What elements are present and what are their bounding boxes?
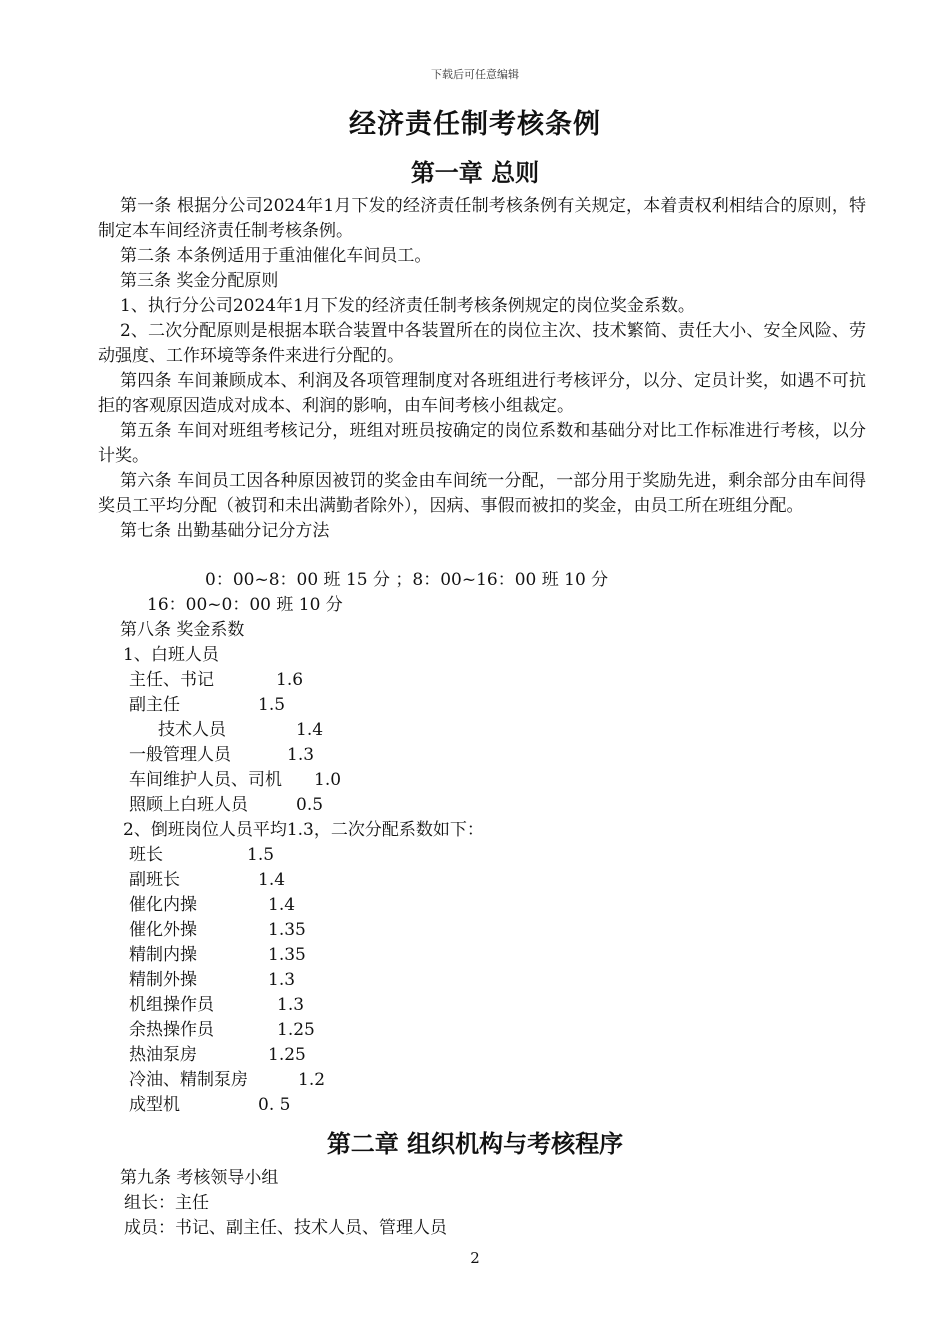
day-coef-2: 1.4 <box>296 720 324 740</box>
day-role-0: 主任、书记 <box>129 670 214 690</box>
article-7: 第七条 出勤基础分记分方法 <box>120 521 330 541</box>
shift-line-1: 0：00~8：00 班 15 分 ；8：00~16：00 班 10 分 <box>205 570 609 590</box>
rot-role-4: 精制内操 <box>129 945 197 965</box>
chapter-2-heading: 第二章 组织机构与考核程序 <box>326 1129 624 1158</box>
page-number: 2 <box>470 1249 480 1267</box>
rot-coef-1: 1.4 <box>258 870 286 890</box>
article-9: 第九条 考核领导小组 <box>120 1168 279 1188</box>
day-role-4: 车间维护人员、司机 <box>129 770 282 790</box>
shift-line-2: 16：00~0：00 班 10 分 <box>147 595 343 615</box>
article-6: 第六条 车间员工因各种原因被罚的奖金由车间统一分配，一部分用于奖励先进，剩余部分由车间得奖员工平均分配（被罚和未出满勤者除外），因病、事假而被扣的奖金，由员工所在班组分配。 <box>98 471 866 516</box>
day-coef-5: 0.5 <box>296 795 324 815</box>
group-members: 成员：书记、副主任、技术人员、管理人员 <box>124 1218 447 1238</box>
article-5: 第五条 车间对班组考核记分，班组对班员按确定的岗位系数和基础分对比工作标准进行考核，以分计奖。 <box>98 421 866 466</box>
day-role-2: 技术人员 <box>158 720 226 740</box>
rot-coef-7: 1.25 <box>277 1020 315 1040</box>
rot-role-6: 机组操作员 <box>129 995 214 1015</box>
rot-role-9: 冷油、精制泵房 <box>129 1070 248 1090</box>
article-1: 第一条 根据分公司2024年1月下发的经济责任制考核条例有关规定，本着责权利相结合的原则，特制定本车间经济责任制考核条例。 <box>98 196 866 241</box>
article-2: 第二条 本条例适用于重油催化车间员工。 <box>120 246 432 266</box>
article-8: 第八条 奖金系数 <box>120 620 245 640</box>
article-3-item-1: 1、执行分公司2024年1月下发的经济责任制考核条例规定的岗位奖金系数。 <box>120 296 695 316</box>
day-coef-3: 1.3 <box>287 745 315 765</box>
rot-coef-10: 0. 5 <box>258 1095 291 1115</box>
day-role-1: 副主任 <box>129 695 180 715</box>
document-title: 经济责任制考核条例 <box>349 109 601 140</box>
rot-coef-3: 1.35 <box>268 920 306 940</box>
article-3: 第三条 奖金分配原则 <box>120 271 279 291</box>
rot-coef-6: 1.3 <box>277 995 305 1015</box>
rot-coef-9: 1.2 <box>298 1070 326 1090</box>
chapter-1-heading: 第一章 总则 <box>410 158 540 187</box>
rotating-heading: 2、倒班岗位人员平均1.3，二次分配系数如下： <box>123 820 484 840</box>
rot-role-0: 班长 <box>129 845 163 865</box>
rot-coef-2: 1.4 <box>268 895 296 915</box>
rot-coef-8: 1.25 <box>268 1045 306 1065</box>
rot-role-7: 余热操作员 <box>129 1020 214 1040</box>
header-note: 下载后可任意编辑 <box>431 68 519 81</box>
chapter-1-body <box>98 194 866 544</box>
article-4: 第四条 车间兼顾成本、利润及各项管理制度对各班组进行考核评分，以分、定员计奖，如遇不可抗拒的客观原因造成对成本、利润的影响，由车间考核小组裁定。 <box>98 371 866 416</box>
rot-role-1: 副班长 <box>129 870 180 890</box>
day-coef-0: 1.6 <box>276 670 304 690</box>
day-role-3: 一般管理人员 <box>129 745 231 765</box>
rot-role-8: 热油泵房 <box>129 1045 197 1065</box>
rot-role-5: 精制外操 <box>129 970 197 990</box>
rot-role-10: 成型机 <box>129 1095 180 1115</box>
group-leader: 组长：主任 <box>124 1193 209 1213</box>
rot-coef-0: 1.5 <box>247 845 275 865</box>
day-role-5: 照顾上白班人员 <box>129 795 248 815</box>
day-coef-1: 1.5 <box>258 695 286 715</box>
rot-role-2: 催化内操 <box>129 895 197 915</box>
rot-coef-5: 1.3 <box>268 970 296 990</box>
rot-role-3: 催化外操 <box>129 920 197 940</box>
day-coef-4: 1.0 <box>314 770 342 790</box>
article-3-item-2: 2、二次分配原则是根据本联合装置中各装置所在的岗位主次、技术繁简、责任大小、安全风险、劳动强度、工作环境等条件来进行分配的。 <box>98 321 866 366</box>
rot-coef-4: 1.35 <box>268 945 306 965</box>
day-shift-heading: 1、白班人员 <box>123 645 219 665</box>
